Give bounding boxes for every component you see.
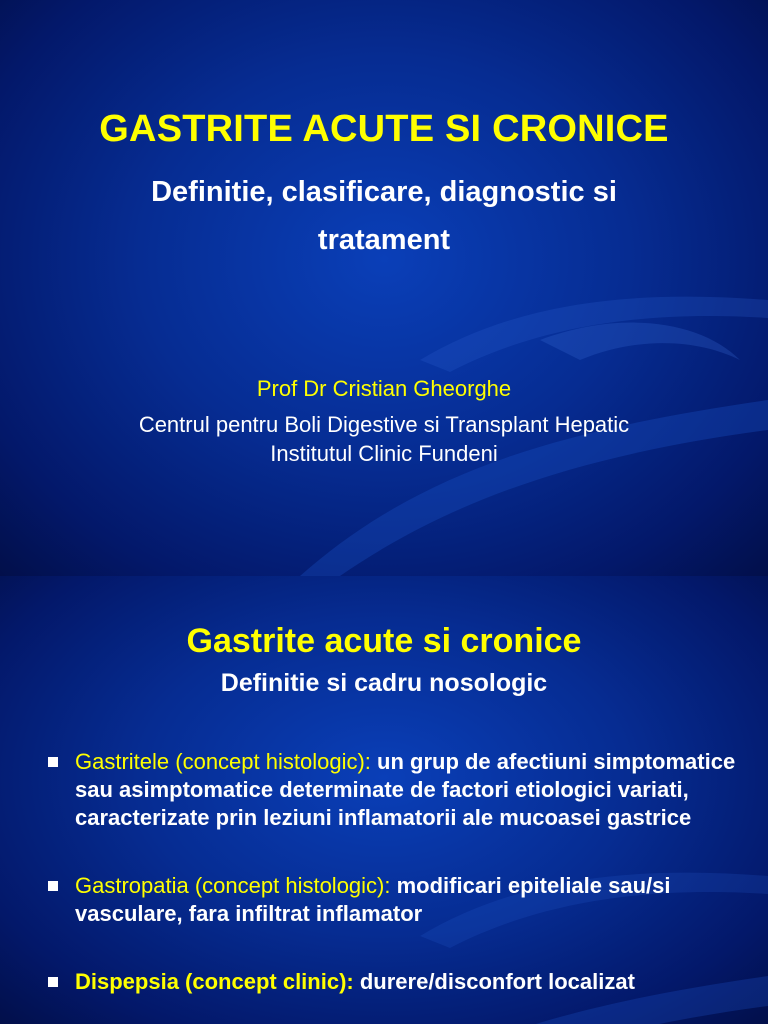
square-bullet-icon — [48, 757, 58, 767]
bullet-term: Dispepsia (concept clinic): — [75, 969, 354, 994]
subtitle-line-1: Definitie, clasificare, diagnostic si — [151, 176, 617, 208]
bullet-item-gastropatia — [44, 872, 744, 928]
affiliation-line-2: Institutul Clinic Fundeni — [270, 441, 498, 466]
square-bullet-icon — [48, 977, 58, 987]
bullet-text: modificari epiteliale sau/si vasculare, fara infiltrat inflamator — [75, 873, 671, 926]
bullet-text: durere/disconfort localizat — [353, 969, 635, 994]
square-bullet-icon — [48, 881, 58, 891]
slide-title: Gastrite acute si cronice — [186, 622, 582, 660]
author-affiliation — [0, 410, 768, 468]
bullet-item-dispepsia — [44, 968, 744, 996]
bullet-list — [44, 748, 744, 996]
author-name: Prof Dr Cristian Gheorghe — [256, 376, 512, 401]
bullet-text: un grup de afectiuni simptomatice sau asimptomatice determinate de factori etiologici variati, caracterizate prin leziuni inflamatorii ale mucoasei gastrice — [75, 749, 736, 830]
subtitle-line-2: tratament — [317, 224, 451, 256]
bullet-term: Gastropatia (concept histologic): — [75, 873, 391, 898]
slide-subtitle: Definitie si cadru nosologic — [220, 669, 548, 697]
affiliation-line-1: Centrul pentru Boli Digestive si Transplant Hepatic — [138, 412, 630, 437]
bullet-term: Gastritele (concept histologic): — [75, 749, 371, 774]
slide-subtitle — [0, 168, 768, 264]
content-slide — [0, 576, 768, 1024]
slide-title: GASTRITE ACUTE SI CRONICE — [99, 108, 669, 150]
bullet-item-gastritele — [44, 748, 744, 832]
